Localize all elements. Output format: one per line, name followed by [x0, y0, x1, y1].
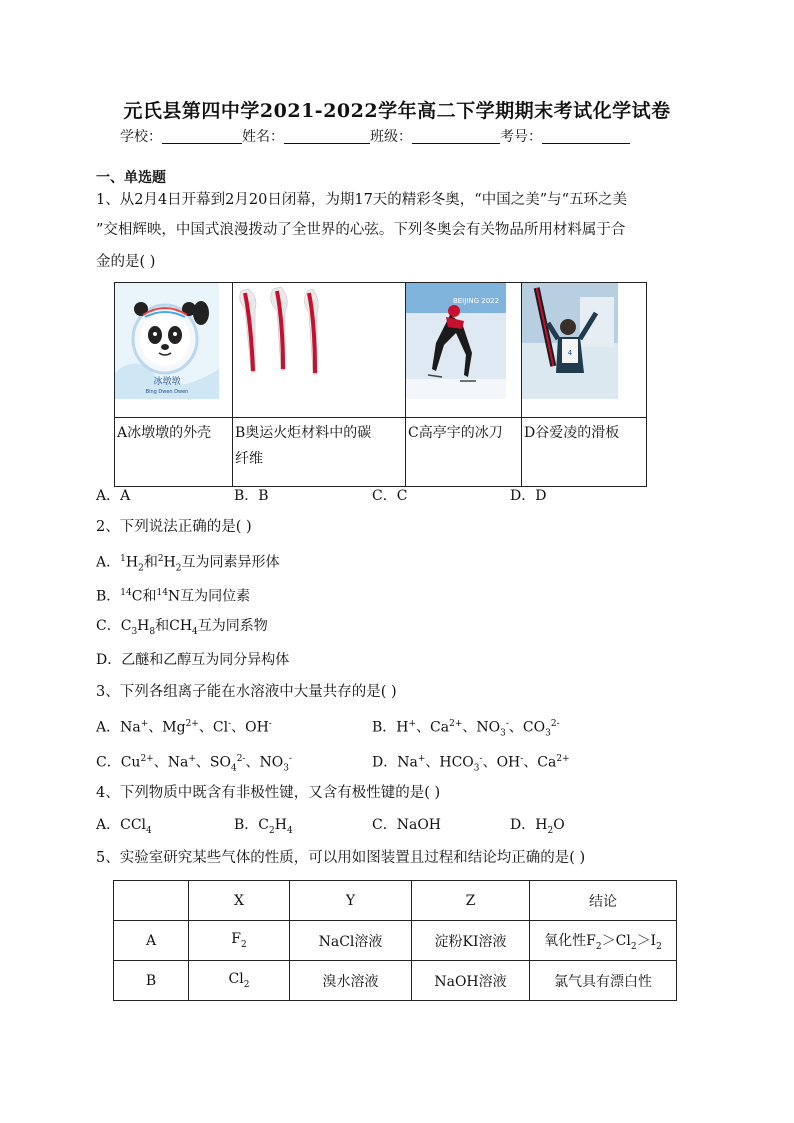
q1-caption-b — [233, 418, 406, 487]
q5-row-b-conclusion: 氯气具有漂白性 — [530, 961, 677, 1001]
q1-line1: 1、从2月4日开幕到2月20日闭幕，为期17天的精彩冬奥，“中国之美”与“五环之美 — [96, 192, 628, 208]
q4-a-prefix: A． — [96, 817, 121, 833]
q5-row-a[interactable] — [114, 921, 677, 961]
q4-c-text: NaOH — [396, 817, 442, 833]
q4-option-b[interactable]: B．$C_2H_4$ — [234, 817, 293, 836]
q5-table — [113, 880, 677, 1001]
q1-option-b[interactable]: B．B — [234, 488, 269, 504]
banner-text: BEIJING 2022 — [452, 297, 500, 305]
q2-b-text1: 和 — [142, 588, 157, 605]
q5-header-x: X — [189, 881, 290, 921]
q4-stem: 4、下列物质中既含有非极性键，又含有极性键的是( ) — [96, 785, 441, 801]
q5-row-a-conclusion: 氧化性$F_2>Cl_2>I_2$ — [530, 921, 677, 961]
mascot-subtext: Bing Dwen Dwen — [145, 389, 189, 395]
q3-option-d[interactable]: D．Na+、$HCO_3^-$、OH-、$Ca^{2+}$ — [372, 754, 570, 774]
q5-header-row — [114, 881, 677, 921]
q1-cell-a-image — [115, 283, 233, 418]
q3-stem: 3、下列各组离子能在水溶液中大量共存的是( ) — [96, 684, 397, 700]
q2-option-a[interactable]: A．$^1H_2$和$^2H_2$互为同素异形体 — [96, 554, 280, 574]
q1-line3: 金的是( ) — [96, 254, 156, 270]
q1-option-d[interactable]: D．D — [510, 488, 547, 504]
exam-no-label: 考号： — [500, 129, 542, 145]
q3-c-prefix: C． — [96, 754, 121, 771]
exam-no-blank[interactable] — [542, 129, 630, 144]
q5-header-z: Z — [412, 881, 530, 921]
name-label: 姓名： — [242, 129, 284, 145]
q2-option-c[interactable]: C．$C_3H_8$和$CH_4$互为同系物 — [96, 618, 268, 637]
section-heading: 一、单选题 — [96, 170, 166, 186]
q4-c-prefix: C． — [372, 817, 397, 833]
q1-caption-c: C高亭宇的冰刀 — [406, 418, 522, 487]
q2-option-b[interactable]: B．$^{14}$C和$^{14}$N互为同位素 — [96, 588, 251, 605]
q1-image-table — [114, 282, 647, 487]
q1-cell-b-image — [233, 283, 406, 418]
q5-header-conclusion: 结论 — [530, 881, 677, 921]
q5-header-blank — [114, 881, 189, 921]
q2-option-d[interactable]: D．乙醚和乙醇互为同分异构体 — [96, 652, 290, 668]
q1-caption-b-line1: B奥运火炬材料中的碳 — [235, 425, 372, 441]
q5-stem: 5、实验室研究某些气体的性质，可以用如图装置且过程和结论均正确的是( ) — [96, 850, 586, 866]
q1-caption-a: A冰墩墩的外壳 — [115, 418, 233, 487]
q2-c-prefix: C． — [96, 618, 121, 634]
q2-c-text2: 互为同系物 — [197, 618, 268, 634]
q2-c-text1: 和 — [155, 618, 170, 634]
bib-number: 4 — [567, 349, 573, 357]
q2-b-prefix: B． — [96, 588, 121, 605]
name-blank[interactable] — [284, 129, 370, 144]
q5-row-a-y: NaCl溶液 — [290, 921, 412, 961]
q1-line2: ”交相辉映，中国式浪漫拨动了全世界的心弦。下列冬奥会有关物品所用材料属于合 — [96, 222, 626, 238]
school-label: 学校： — [120, 129, 162, 145]
torch-image — [233, 283, 333, 383]
q3-b-prefix: B． — [372, 719, 397, 736]
q3-option-c[interactable]: C．$Cu^{2+}$、Na+、$SO_4^{2-}$、$NO_3^-$ — [96, 754, 292, 774]
q3-d-prefix: D． — [372, 754, 398, 771]
page-title: 元氏县第四中学2021-2022学年高二下学期期末考试化学试卷 — [123, 100, 671, 122]
q4-d-prefix: D． — [510, 817, 536, 833]
q5-row-b-label: B — [114, 961, 189, 1001]
q5-row-a-z: 淀粉KI溶液 — [412, 921, 530, 961]
q2-a-text1: 和 — [143, 554, 158, 571]
q4-option-a[interactable]: A．CCl$_4$ — [96, 817, 152, 836]
q3-a-prefix: A． — [96, 719, 121, 736]
q5-row-b[interactable] — [114, 961, 677, 1001]
q1-cell-c-image — [406, 283, 522, 418]
mascot-text: 冰墩墩 — [153, 377, 181, 387]
class-label: 班级： — [370, 129, 412, 145]
mascot-image — [115, 283, 219, 399]
skier-image — [522, 283, 618, 399]
school-blank[interactable] — [162, 129, 242, 144]
q3-option-a[interactable]: A．Na+、$Mg^{2+}$、Cl-、OH- — [96, 719, 272, 736]
q5-row-a-concl-prefix: 氧化性 — [544, 932, 587, 949]
q5-row-a-label: A — [114, 921, 189, 961]
class-blank[interactable] — [412, 129, 500, 144]
q3-option-b[interactable]: B．H+、$Ca^{2+}$、$NO_3^-$、$CO_3^{2-}$ — [372, 719, 560, 739]
q2-a-text2: 互为同素异形体 — [181, 554, 280, 571]
q4-option-d[interactable]: D．$H_2O$ — [510, 817, 565, 836]
q1-option-a[interactable]: A．A — [96, 488, 131, 504]
q5-header-y: Y — [290, 881, 412, 921]
q2-b-text2: 互为同位素 — [180, 588, 251, 605]
q5-row-b-z: NaOH溶液 — [412, 961, 530, 1001]
q2-stem: 2、下列说法正确的是( ) — [96, 519, 252, 535]
q1-cell-d-image — [522, 283, 647, 418]
q5-row-b-y: 溴水溶液 — [290, 961, 412, 1001]
q1-caption-d: D谷爱凌的滑板 — [522, 418, 647, 487]
q4-b-prefix: B． — [234, 817, 259, 833]
q4-option-c[interactable] — [372, 815, 441, 835]
q2-a-prefix: A． — [96, 554, 121, 571]
student-info-line — [120, 126, 630, 146]
q5-row-a-x: $F_2$ — [189, 921, 290, 961]
q1-caption-b-line2: 纤维 — [235, 451, 263, 467]
q5-row-b-x: $Cl_2$ — [189, 961, 290, 1001]
q1-option-c[interactable]: C．C — [372, 488, 408, 504]
speed-skater-image — [406, 283, 506, 399]
